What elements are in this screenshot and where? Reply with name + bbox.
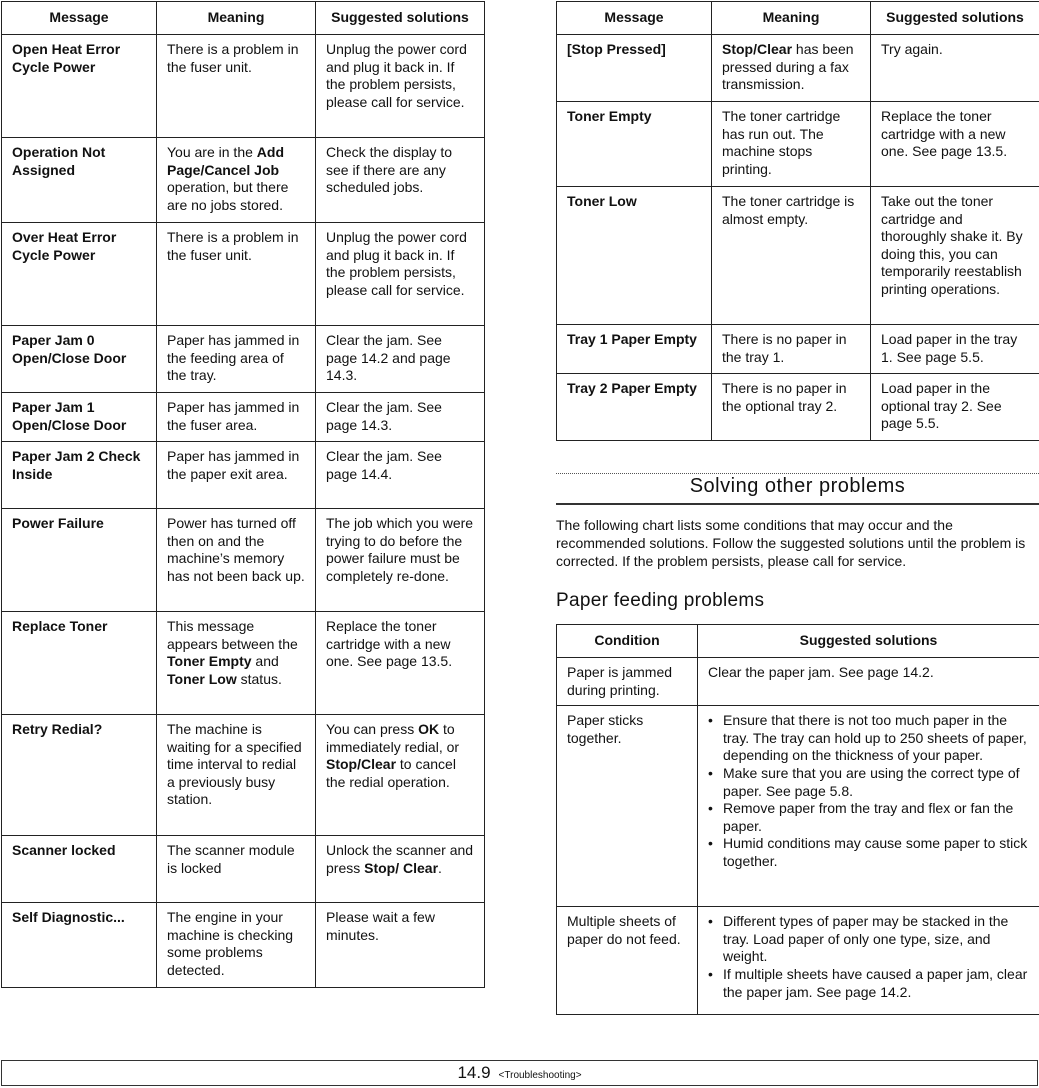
meaning-text: This message appears between the — [167, 618, 298, 652]
solution-text: You can press — [326, 721, 418, 737]
row-message: Operation Not Assigned — [2, 138, 157, 223]
row-message: Tray 2 Paper Empty — [557, 374, 712, 441]
solution-text: to cancel the redial operation. — [326, 756, 456, 790]
table-row — [2, 393, 485, 442]
row-solution — [698, 907, 1039, 1015]
row-meaning: Paper has jammed in the fuser area. — [157, 393, 316, 442]
button-name: Stop/ Clear — [364, 860, 438, 876]
row-solution: Try again. — [871, 35, 1039, 102]
row-meaning — [157, 138, 316, 223]
header-meaning: Meaning — [712, 2, 871, 35]
row-message: Tray 1 Paper Empty — [557, 325, 712, 374]
intro-paragraph: The following chart lists some conditions that may occur and the recommended solutions. Follow the suggested solutions until the problem is corrected. If the problem persists, please call for service. — [556, 516, 1026, 570]
row-meaning: The engine in your machine is checking some problems detected. — [157, 903, 316, 988]
row-message: Over Heat Error Cycle Power — [2, 223, 157, 326]
meaning-text: and — [252, 653, 279, 669]
list-item: • If multiple sheets have caused a paper jam, clear the paper jam. See page 14.2. — [708, 966, 1029, 1001]
page-footer — [1, 1060, 1038, 1086]
row-solution — [698, 706, 1039, 907]
header-solutions: Suggested solutions — [698, 625, 1039, 658]
list-item: • Make sure that you are using the correct type of paper. See page 5.8. — [708, 765, 1029, 800]
row-meaning: The toner cartridge has run out. The machine stops printing. — [712, 102, 871, 187]
section-rule-bottom — [556, 503, 1039, 505]
row-solution: Take out the toner cartridge and thoroughly shake it. By doing this, you can temporarily reestablish printing operations. — [871, 187, 1039, 325]
table-row — [2, 612, 485, 715]
row-condition: Paper sticks together. — [557, 706, 698, 907]
row-message: Scanner locked — [2, 836, 157, 903]
table-row — [557, 374, 1039, 441]
list-item: • Ensure that there is not too much paper in the tray. The tray can hold up to 250 sheets of paper, depending on the thickness of your paper. — [708, 712, 1029, 765]
row-meaning: There is a problem in the fuser unit. — [157, 35, 316, 138]
list-item: • Different types of paper may be stacked in the tray. Load paper of only one type, size, and weight. — [708, 913, 1029, 966]
solution-text: to immediately redial, or — [326, 721, 459, 755]
row-meaning: Paper has jammed in the feeding area of the tray. — [157, 326, 316, 393]
table-row — [557, 325, 1039, 374]
row-message: Self Diagnostic... — [2, 903, 157, 988]
solution-list — [708, 913, 1029, 1001]
row-solution: Clear the paper jam. See page 14.2. — [698, 658, 1039, 706]
header-solutions: Suggested solutions — [316, 2, 485, 35]
header-meaning: Meaning — [157, 2, 316, 35]
row-meaning: The machine is waiting for a specified time interval to redial a previously busy station. — [157, 715, 316, 836]
row-message: Retry Redial? — [2, 715, 157, 836]
row-solution: Load paper in the optional tray 2. See page 5.5. — [871, 374, 1039, 441]
row-message: Paper Jam 1 Open/Close Door — [2, 393, 157, 442]
section-title: Solving other problems — [556, 473, 1039, 499]
table-row — [557, 658, 1039, 706]
row-message: Toner Low — [557, 187, 712, 325]
solution-text: Unlock the scanner and press — [326, 842, 473, 876]
table-row — [2, 35, 485, 138]
section-label: <Troubleshooting> — [499, 1070, 582, 1081]
row-solution: Please wait a few minutes. — [316, 903, 485, 988]
row-solution: Clear the jam. See page 14.4. — [316, 442, 485, 509]
row-solution — [316, 715, 485, 836]
button-name: Stop/Clear — [326, 756, 396, 772]
table-header-row — [2, 2, 485, 35]
paper-feeding-table — [556, 624, 1039, 1015]
row-meaning: Power has turned off then on and the machine’s memory has not been back up. — [157, 509, 316, 612]
status-name: Toner Low — [167, 671, 237, 687]
row-condition: Paper is jammed during printing. — [557, 658, 698, 706]
list-item: • Humid conditions may cause some paper to stick together. — [708, 835, 1029, 870]
row-meaning: The scanner module is locked — [157, 836, 316, 903]
row-message: Replace Toner — [2, 612, 157, 715]
solution-text: . — [438, 860, 442, 876]
row-solution: Clear the jam. See page 14.3. — [316, 393, 485, 442]
row-solution: Replace the toner cartridge with a new one. See page 13.5. — [316, 612, 485, 715]
row-solution: The job which you were trying to do before the power failure must be completely re-done. — [316, 509, 485, 612]
row-meaning: There is no paper in the tray 1. — [712, 325, 871, 374]
row-solution — [316, 836, 485, 903]
subheading: Paper feeding problems — [556, 590, 764, 612]
table-row — [2, 836, 485, 903]
row-message: Paper Jam 0 Open/Close Door — [2, 326, 157, 393]
table-row — [557, 907, 1039, 1015]
row-message: Power Failure — [2, 509, 157, 612]
row-meaning — [712, 35, 871, 102]
table-row — [2, 715, 485, 836]
row-solution: Unplug the power cord and plug it back in. If the problem persists, please call for service. — [316, 35, 485, 138]
row-message: Toner Empty — [557, 102, 712, 187]
table-row — [2, 138, 485, 223]
row-meaning: There is a problem in the fuser unit. — [157, 223, 316, 326]
list-item: • Remove paper from the tray and flex or fan the paper. — [708, 800, 1029, 835]
table-row — [557, 706, 1039, 907]
table-row — [557, 35, 1039, 102]
header-condition: Condition — [557, 625, 698, 658]
row-solution: Clear the jam. See page 14.2 and page 14.3. — [316, 326, 485, 393]
header-solutions: Suggested solutions — [871, 2, 1039, 35]
table-row — [2, 223, 485, 326]
row-solution: Load paper in the tray 1. See page 5.5. — [871, 325, 1039, 374]
row-solution: Unplug the power cord and plug it back in. If the problem persists, please call for service. — [316, 223, 485, 326]
solution-list — [708, 712, 1029, 870]
row-meaning: Paper has jammed in the paper exit area. — [157, 442, 316, 509]
button-name: Stop/Clear — [722, 41, 792, 57]
row-condition: Multiple sheets of paper do not feed. — [557, 907, 698, 1015]
row-message: Paper Jam 2 Check Inside — [2, 442, 157, 509]
row-meaning: The toner cartridge is almost empty. — [712, 187, 871, 325]
table-row — [2, 442, 485, 509]
button-name: OK — [418, 721, 439, 737]
meaning-text: has been pressed during a fax transmission. — [722, 41, 854, 92]
table-row — [557, 187, 1039, 325]
table-row — [2, 509, 485, 612]
table-row — [2, 903, 485, 988]
row-meaning — [157, 612, 316, 715]
header-message: Message — [557, 2, 712, 35]
meaning-text: You are in the — [167, 144, 257, 160]
header-message: Message — [2, 2, 157, 35]
table-header-row — [557, 625, 1039, 658]
page-number: 14.9 — [457, 1063, 490, 1082]
row-message: [Stop Pressed] — [557, 35, 712, 102]
meaning-text: status. — [237, 671, 282, 687]
table-row — [2, 326, 485, 393]
status-name: Toner Empty — [167, 653, 252, 669]
button-name: Add Page/Cancel Job — [167, 144, 284, 178]
row-message: Open Heat Error Cycle Power — [2, 35, 157, 138]
error-message-table-left — [1, 1, 485, 988]
row-solution: Check the display to see if there are any scheduled jobs. — [316, 138, 485, 223]
error-message-table-right — [556, 1, 1039, 441]
row-solution: Replace the toner cartridge with a new one. See page 13.5. — [871, 102, 1039, 187]
table-header-row — [557, 2, 1039, 35]
table-row — [557, 102, 1039, 187]
row-meaning: There is no paper in the optional tray 2. — [712, 374, 871, 441]
meaning-text: operation, but there are no jobs stored. — [167, 179, 288, 213]
